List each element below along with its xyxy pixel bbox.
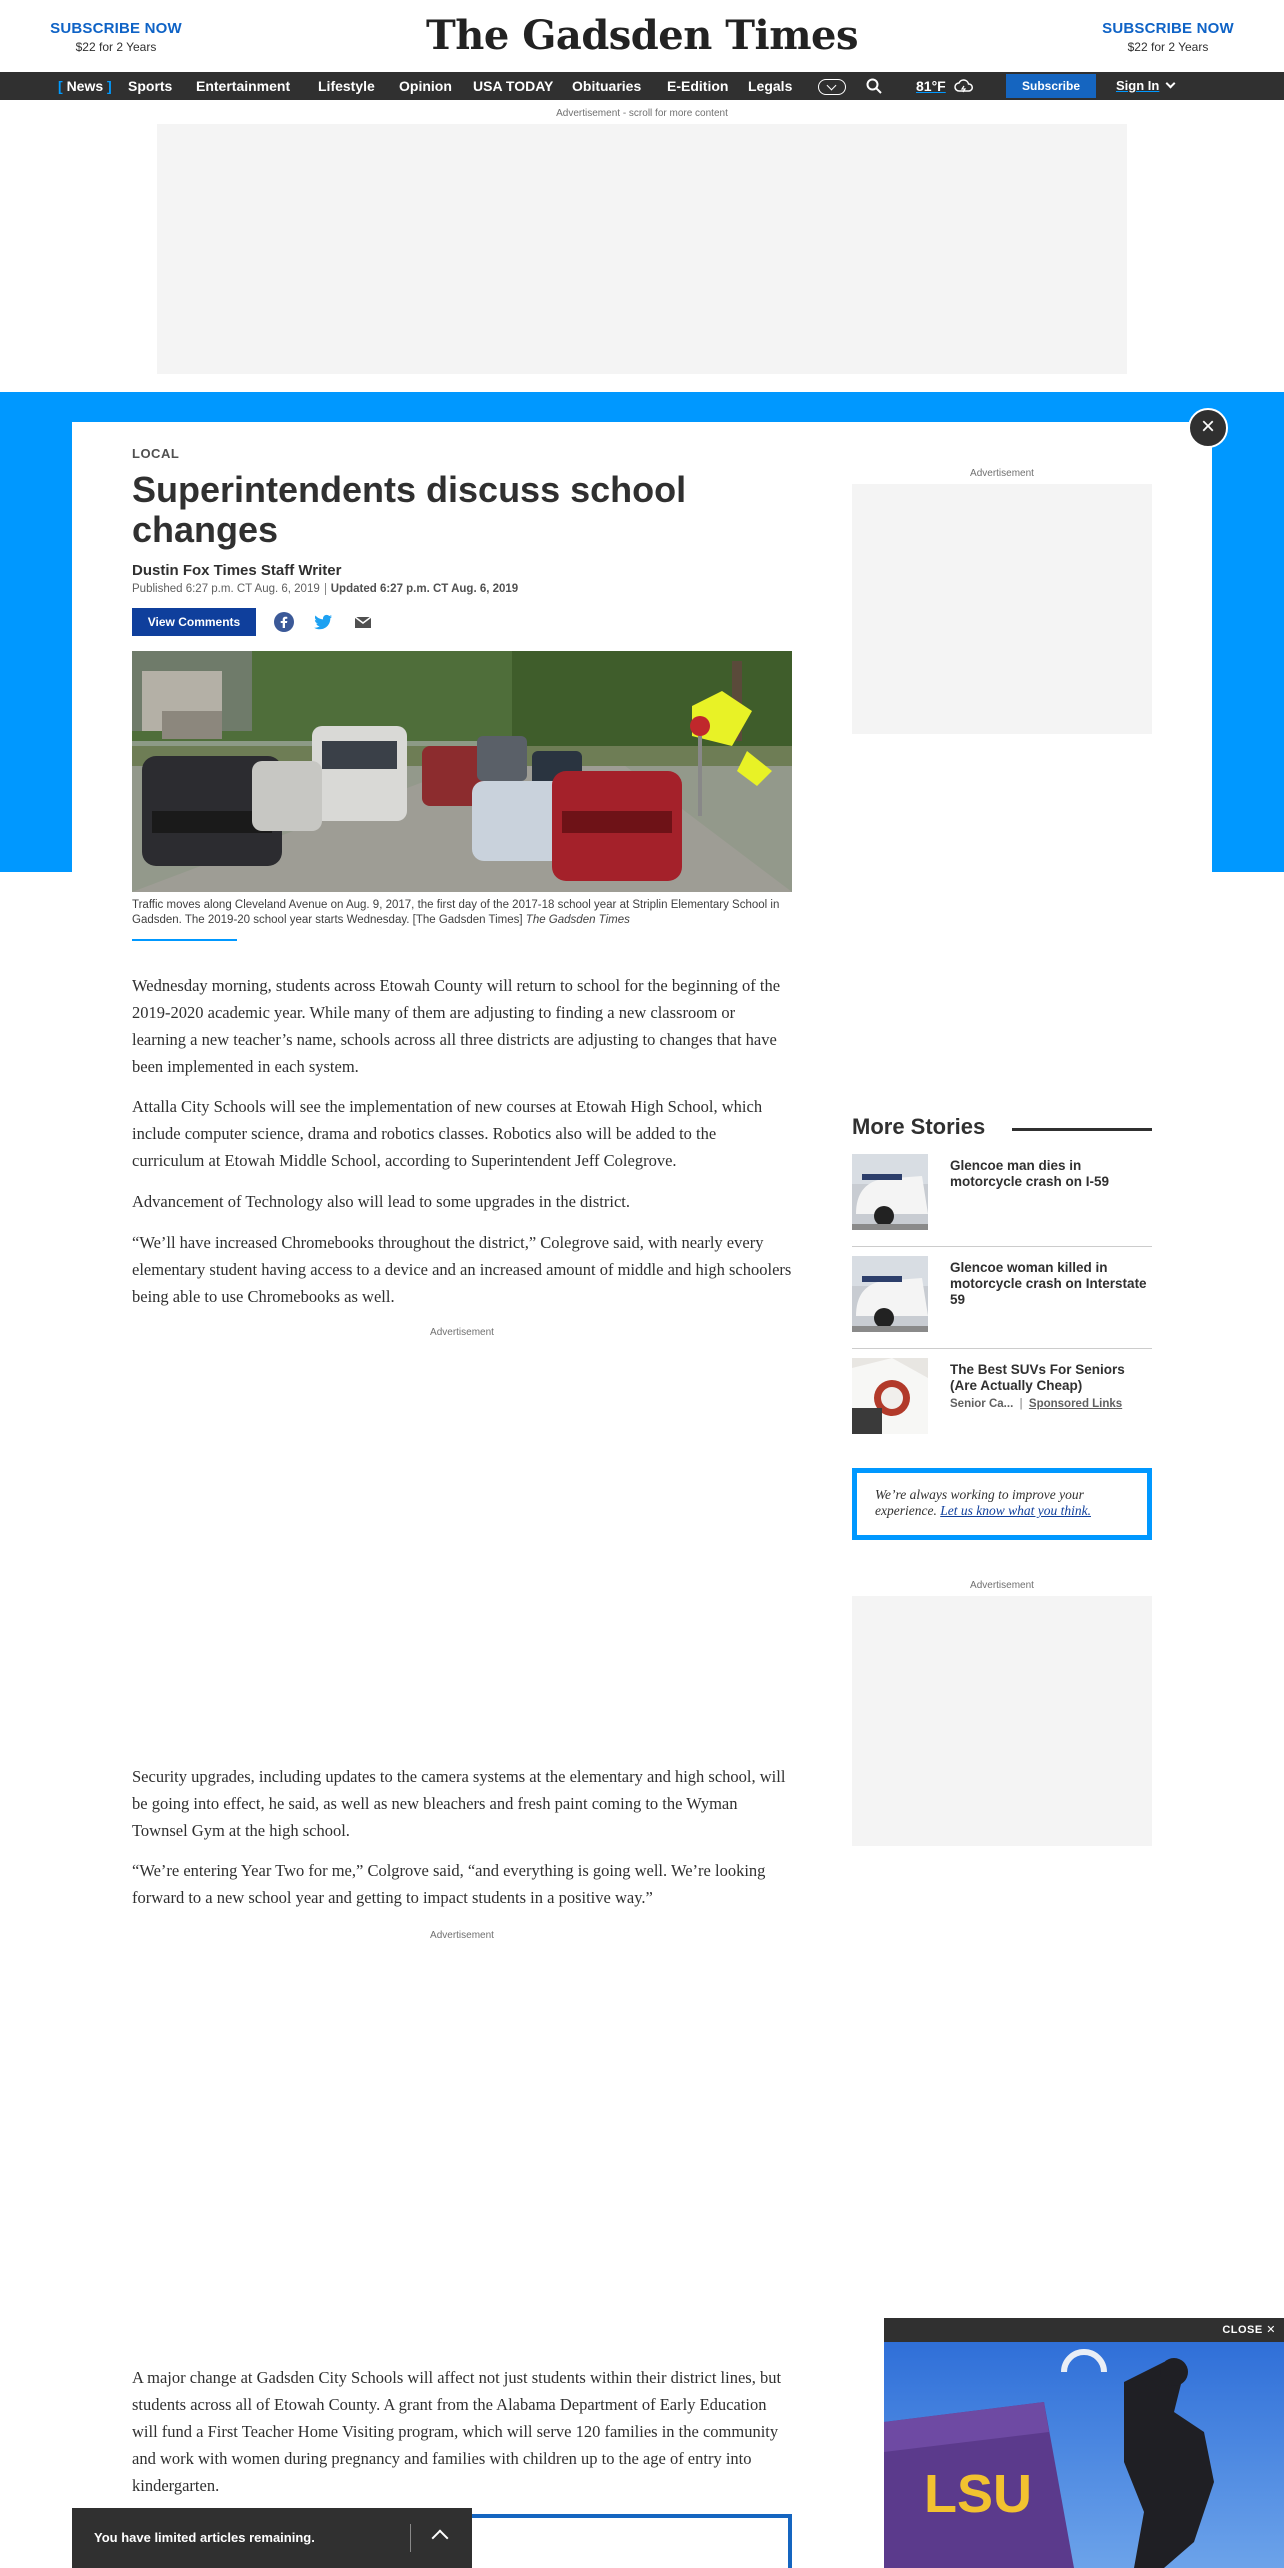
story-item[interactable] bbox=[852, 1256, 1152, 1332]
caption-divider bbox=[132, 939, 237, 941]
video-bar bbox=[884, 2318, 1284, 2342]
story-thumbnail[interactable] bbox=[852, 1154, 928, 1230]
story-thumbnail[interactable] bbox=[852, 1256, 928, 1332]
sponsor-line[interactable]: Senior Ca... | Sponsored Links bbox=[950, 1398, 1123, 1410]
feedback-text: We’re always working to improve your experience. bbox=[875, 1487, 1084, 1518]
subscribe-promo-price: $22 for 2 Years bbox=[75, 40, 157, 54]
article-meter-text: You have limited articles remaining. bbox=[94, 2530, 315, 2545]
masthead-logo[interactable]: The Gadsden Times bbox=[426, 12, 858, 59]
publish-dates bbox=[132, 583, 518, 595]
chevron-up-icon[interactable] bbox=[432, 2530, 449, 2547]
meter-divider bbox=[410, 2524, 411, 2552]
article-paragraph: Wednesday morning, students across Etowah County will return to school for the beginning of the 2019-2020 academic year. While many of them are adjusting to finding a new classroom or learning a new teacher’s name, schools across all three districts are adjusting to changes that have been implemented in each system. bbox=[132, 976, 781, 1076]
article-meter-bar[interactable] bbox=[72, 2508, 472, 2568]
more-stories-title: More Stories bbox=[852, 1114, 986, 1139]
facebook-icon[interactable] bbox=[274, 612, 294, 632]
weather-cloud-icon bbox=[954, 79, 974, 93]
video-close-button[interactable]: CLOSE ✕ bbox=[1222, 2324, 1276, 2336]
article-paragraph: A major change at Gadsden City Schools will affect not just students within their district lines, but students across all of Etowah County. A grant from the Alabama Department of Early Education will fund a First Teacher Home Visiting program, which will serve 120 families in the community and work with women during pregnancy and families with children up to the age of entry into kindergarten. bbox=[132, 2368, 782, 2495]
published-date: Published 6:27 p.m. CT Aug. 6, 2019 bbox=[132, 583, 320, 596]
nav-item-usa-today[interactable]: USA TODAY bbox=[473, 78, 554, 94]
story-title[interactable]: The Best SUVs For Seniors (Are Actually Cheap) bbox=[950, 1362, 1125, 1393]
more-stories-rule bbox=[1012, 1128, 1152, 1131]
subscribe-promo-title[interactable]: SUBSCRIBE NOW bbox=[1102, 20, 1234, 37]
nav-item-opinion[interactable]: Opinion bbox=[399, 78, 452, 94]
subscribe-promo-price: $22 for 2 Years bbox=[1127, 40, 1209, 54]
top-header bbox=[0, 0, 1284, 72]
ad-slot-rail[interactable] bbox=[852, 484, 1152, 734]
nav-item-legals[interactable]: Legals bbox=[748, 78, 793, 94]
bottom-promo-frame bbox=[444, 2514, 792, 2568]
story-item[interactable] bbox=[852, 1154, 1152, 1230]
story-title[interactable]: Glencoe woman killed in motorcycle crash on Interstate 59 bbox=[950, 1260, 1147, 1307]
svg-text:LSU: LSU bbox=[924, 2464, 1032, 2524]
close-button[interactable]: × bbox=[1188, 408, 1228, 448]
weather-temp[interactable]: 81°F bbox=[916, 78, 946, 94]
updated-date: Updated 6:27 p.m. CT Aug. 6, 2019 bbox=[330, 583, 519, 596]
ad-slot-top[interactable] bbox=[157, 124, 1127, 374]
article-paragraph: “We’ll have increased Chromebooks throughout the district,” Colegrove said, with nearly every elementary student having access to a device and an increased amount of middle and high schoolers being able to use Chromebooks as well. bbox=[132, 1233, 792, 1306]
nav-item-entertainment[interactable]: Entertainment bbox=[196, 78, 291, 94]
ad-slot-rail[interactable] bbox=[852, 1596, 1152, 1846]
ad-label-top: Advertisement - scroll for more content bbox=[556, 108, 728, 119]
article-paragraph: Attalla City Schools will see the implementation of new courses at Etowah High School, which include computer science, drama and robotics classes. Robotics also will be added to the curriculum at Etowah Middle School, according to Superintendent Jeff Colegrove. bbox=[132, 1097, 763, 1170]
search-icon[interactable] bbox=[866, 78, 882, 94]
sign-in-link[interactable]: Sign In bbox=[1116, 72, 1174, 100]
article-paragraph: Security upgrades, including updates to the camera systems at the elementary and high school, will be going into effect, he said, as well as new bleachers and fresh paint coming to the Wyman Townsel Gym at the high school. bbox=[132, 1767, 786, 1840]
more-menu-chevron-icon[interactable] bbox=[818, 79, 846, 95]
feedback-box bbox=[852, 1468, 1152, 1540]
sponsored-links[interactable]: Sponsored Links bbox=[1028, 1398, 1123, 1410]
subscribe-promo-right[interactable] bbox=[1068, 20, 1268, 54]
caption-text: Traffic moves along Cleveland Avenue on Aug. 9, 2017, the first day of the 2017-18 school year at Striplin Elementary School in Gadsden. The 2019-20 school year starts Wednesday. [The Gadsden Times] bbox=[132, 899, 780, 926]
article-paragraph: “We’re entering Year Two for me,” Colgrove said, “and everything is going well. We’re looking forward to a new school year and getting to impact students in a positive way.” bbox=[132, 1861, 766, 1907]
story-title[interactable]: Glencoe man dies in motorcycle crash on I-59 bbox=[950, 1158, 1110, 1189]
nav-item-sports[interactable]: Sports bbox=[128, 78, 173, 94]
ad-label-rail: Advertisement bbox=[970, 1580, 1034, 1591]
sponsor-name[interactable]: Senior Ca... bbox=[950, 1398, 1014, 1410]
ad-label-rail: Advertisement bbox=[970, 468, 1034, 479]
section-label[interactable]: LOCAL bbox=[132, 446, 180, 461]
hero-image[interactable] bbox=[132, 651, 792, 892]
story-divider bbox=[852, 1348, 1152, 1349]
ad-label-inline: Advertisement bbox=[430, 1327, 494, 1338]
floating-video-player[interactable] bbox=[884, 2318, 1284, 2568]
article-paragraph: Advancement of Technology also will lead to some upgrades in the district. bbox=[132, 1192, 631, 1211]
twitter-icon[interactable] bbox=[313, 612, 333, 632]
ad-label-inline: Advertisement bbox=[430, 1930, 494, 1941]
feedback-link[interactable]: Let us know what you think. bbox=[940, 1503, 1091, 1518]
main-nav bbox=[0, 72, 1284, 100]
subscribe-promo-title[interactable]: SUBSCRIBE NOW bbox=[50, 20, 182, 37]
story-divider bbox=[852, 1246, 1152, 1247]
nav-subscribe-button[interactable]: Subscribe bbox=[1006, 74, 1096, 98]
chevron-down-icon bbox=[1166, 79, 1176, 89]
byline: Dustin Fox Times Staff Writer bbox=[132, 562, 342, 579]
nav-item-e-edition[interactable]: E-Edition bbox=[667, 78, 729, 94]
nav-item-news[interactable]: [ News ] bbox=[58, 78, 112, 94]
story-item-sponsored[interactable] bbox=[852, 1358, 1152, 1434]
nav-item-lifestyle[interactable]: Lifestyle bbox=[318, 78, 375, 94]
email-icon[interactable] bbox=[353, 612, 373, 632]
video-frame[interactable] bbox=[884, 2342, 1284, 2568]
ad-slot-inline[interactable] bbox=[132, 1946, 792, 2346]
photo-caption bbox=[132, 898, 792, 928]
article-headline: Superintendents discuss school changes bbox=[132, 469, 687, 550]
nav-item-obituaries[interactable]: Obituaries bbox=[572, 78, 642, 94]
view-comments-button[interactable]: View Comments bbox=[132, 608, 256, 636]
caption-credit: The Gadsden Times bbox=[525, 914, 630, 926]
ad-slot-inline[interactable] bbox=[132, 1344, 792, 1744]
story-thumbnail[interactable] bbox=[852, 1358, 928, 1434]
